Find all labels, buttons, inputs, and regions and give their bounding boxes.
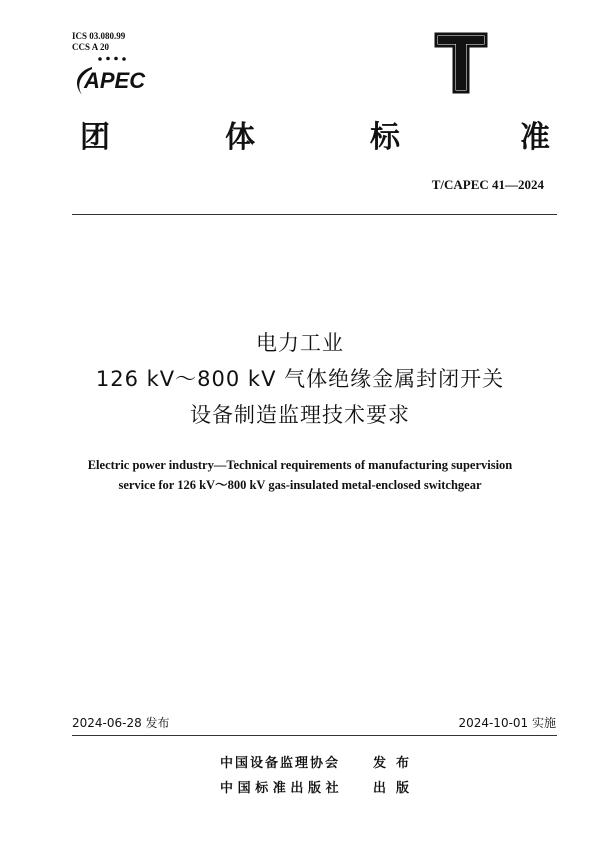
title-en-line1: Electric power industry—Technical requirements of manufacturing supervision <box>87 458 513 472</box>
standard-type-char: 体 <box>225 120 255 155</box>
standard-code: T/CAPEC 41—2024 <box>431 177 544 192</box>
standard-type-char: 标 <box>370 120 400 155</box>
logo-text: APEC <box>84 68 146 93</box>
bottom-divider <box>72 735 557 736</box>
implement-date: 2024-10-01 实施 <box>458 716 556 730</box>
publishing-action: 出版 <box>373 781 420 796</box>
standard-type-char: 团 <box>80 120 110 155</box>
top-divider <box>72 214 557 215</box>
capec-logo <box>70 55 165 101</box>
title-cn-line3: 设备制造监理技术要求 <box>190 403 410 427</box>
issuing-action: 发布 <box>373 756 420 771</box>
issuing-organization: 中国设备监理协会 <box>220 756 341 771</box>
standard-type-title <box>80 118 550 158</box>
title-cn-line2: 126 kV～800 kV 气体绝缘金属封闭开关 <box>95 367 505 391</box>
title-en-line2: service for 126 kV～800 kV gas-insulated metal-enclosed switchgear <box>118 478 482 492</box>
publish-date: 2024-06-28 发布 <box>72 716 170 730</box>
standard-mark <box>434 32 488 94</box>
standard-mark-letter: T <box>460 72 462 73</box>
ics-code: ICS 03.080.99 <box>72 31 126 41</box>
ccs-code: CCS A 20 <box>72 42 110 52</box>
publisher: 中国标准出版社 <box>220 781 344 796</box>
title-cn-line1: 电力工业 <box>256 331 344 355</box>
standard-type-char: 准 <box>520 120 550 155</box>
